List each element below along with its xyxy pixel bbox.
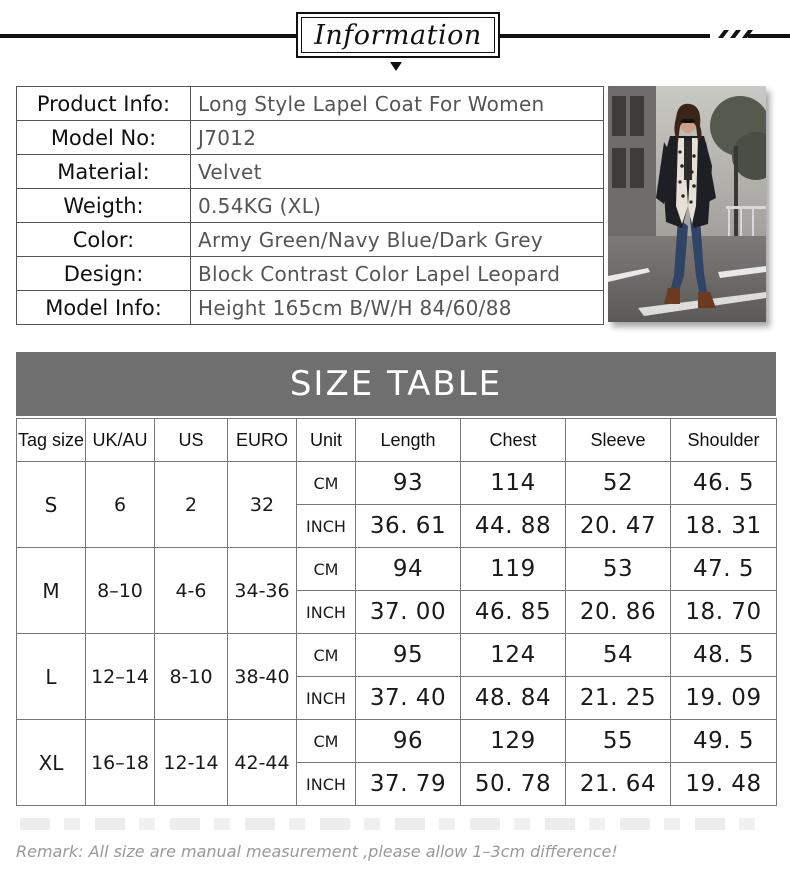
model-photo-illustration xyxy=(608,86,766,322)
measure-sleeve: 20. 47 xyxy=(566,505,671,548)
header-rule-left xyxy=(0,34,296,38)
info-row xyxy=(17,121,604,155)
size-euro: 38-40 xyxy=(228,634,297,720)
size-row-cm xyxy=(17,720,777,763)
measure-sleeve: 55 xyxy=(566,720,671,763)
header-slash-decoration xyxy=(712,26,790,42)
size-row-cm xyxy=(17,634,777,677)
info-row xyxy=(17,291,604,325)
size-tag: M xyxy=(17,548,86,634)
measure-chest: 114 xyxy=(461,462,566,505)
size-us: 4-6 xyxy=(155,548,228,634)
measure-chest: 48. 84 xyxy=(461,677,566,720)
size-euro: 32 xyxy=(228,462,297,548)
measure-length: 93 xyxy=(356,462,461,505)
size-uk-au: 12–14 xyxy=(86,634,155,720)
measure-shoulder: 18. 70 xyxy=(671,591,777,634)
info-row xyxy=(17,189,604,223)
size-header-cell: Sleeve xyxy=(566,419,671,462)
info-row xyxy=(17,155,604,189)
measure-sleeve: 54 xyxy=(566,634,671,677)
info-label: Product Info: xyxy=(17,87,191,121)
size-tag: L xyxy=(17,634,86,720)
header-title-frame xyxy=(296,12,500,58)
measure-shoulder: 19. 48 xyxy=(671,763,777,806)
size-euro: 34-36 xyxy=(228,548,297,634)
measure-length: 37. 00 xyxy=(356,591,461,634)
measure-chest: 44. 88 xyxy=(461,505,566,548)
info-label: Model No: xyxy=(17,121,191,155)
size-table-title: SIZE TABLE xyxy=(16,352,776,416)
measure-shoulder: 48. 5 xyxy=(671,634,777,677)
size-row-cm xyxy=(17,548,777,591)
info-label: Model Info: xyxy=(17,291,191,325)
unit-label: INCH xyxy=(297,591,356,634)
info-label: Color: xyxy=(17,223,191,257)
unit-label: INCH xyxy=(297,677,356,720)
measure-length: 94 xyxy=(356,548,461,591)
size-header-cell: EURO xyxy=(228,419,297,462)
unit-label: CM xyxy=(297,548,356,591)
measure-length: 96 xyxy=(356,720,461,763)
size-header-cell: UK/AU xyxy=(86,419,155,462)
measure-chest: 129 xyxy=(461,720,566,763)
measure-length: 37. 79 xyxy=(356,763,461,806)
unit-label: INCH xyxy=(297,505,356,548)
measure-sleeve: 52 xyxy=(566,462,671,505)
size-header-cell: US xyxy=(155,419,228,462)
remark-text: Remark: All size are manual measurement ,please allow 1–3cm difference! xyxy=(16,842,618,861)
measure-chest: 46. 85 xyxy=(461,591,566,634)
unit-label: CM xyxy=(297,462,356,505)
size-uk-au: 8–10 xyxy=(86,548,155,634)
measure-sleeve: 21. 25 xyxy=(566,677,671,720)
measure-sleeve: 21. 64 xyxy=(566,763,671,806)
header-rule-right xyxy=(500,34,710,38)
measure-shoulder: 46. 5 xyxy=(671,462,777,505)
size-uk-au: 6 xyxy=(86,462,155,548)
size-uk-au: 16–18 xyxy=(86,720,155,806)
size-tag: S xyxy=(17,462,86,548)
measure-shoulder: 49. 5 xyxy=(671,720,777,763)
measure-chest: 50. 78 xyxy=(461,763,566,806)
info-value: Army Green/Navy Blue/Dark Grey xyxy=(191,223,604,257)
info-value: Block Contrast Color Lapel Leopard xyxy=(191,257,604,291)
measure-length: 36. 61 xyxy=(356,505,461,548)
size-header-cell: Length xyxy=(356,419,461,462)
info-label: Weigth: xyxy=(17,189,191,223)
measure-chest: 119 xyxy=(461,548,566,591)
product-info-table xyxy=(16,86,604,325)
info-value: Height 165cm B/W/H 84/60/88 xyxy=(191,291,604,325)
info-label: Material: xyxy=(17,155,191,189)
info-row xyxy=(17,223,604,257)
faint-watermark-strip xyxy=(20,818,760,830)
unit-label: CM xyxy=(297,634,356,677)
size-header-cell: Tag size xyxy=(17,419,86,462)
info-label: Design: xyxy=(17,257,191,291)
size-us: 8-10 xyxy=(155,634,228,720)
measure-sleeve: 20. 86 xyxy=(566,591,671,634)
measure-length: 37. 40 xyxy=(356,677,461,720)
info-value: Long Style Lapel Coat For Women xyxy=(191,87,604,121)
size-table-header-row xyxy=(17,419,777,462)
measure-sleeve: 53 xyxy=(566,548,671,591)
size-us: 12-14 xyxy=(155,720,228,806)
model-photo xyxy=(608,86,766,322)
size-table xyxy=(16,418,777,806)
measure-shoulder: 18. 31 xyxy=(671,505,777,548)
measure-length: 95 xyxy=(356,634,461,677)
unit-label: INCH xyxy=(297,763,356,806)
size-header-cell: Shoulder xyxy=(671,419,777,462)
page-title: Information xyxy=(301,17,495,53)
info-row xyxy=(17,87,604,121)
size-header-cell: Chest xyxy=(461,419,566,462)
info-row xyxy=(17,257,604,291)
size-us: 2 xyxy=(155,462,228,548)
down-arrow-icon xyxy=(390,62,402,71)
size-header-cell: Unit xyxy=(297,419,356,462)
size-row-cm xyxy=(17,462,777,505)
measure-shoulder: 19. 09 xyxy=(671,677,777,720)
unit-label: CM xyxy=(297,720,356,763)
size-euro: 42-44 xyxy=(228,720,297,806)
info-value: J7012 xyxy=(191,121,604,155)
size-tag: XL xyxy=(17,720,86,806)
measure-shoulder: 47. 5 xyxy=(671,548,777,591)
measure-chest: 124 xyxy=(461,634,566,677)
info-value: Velvet xyxy=(191,155,604,189)
info-value: 0.54KG (XL) xyxy=(191,189,604,223)
